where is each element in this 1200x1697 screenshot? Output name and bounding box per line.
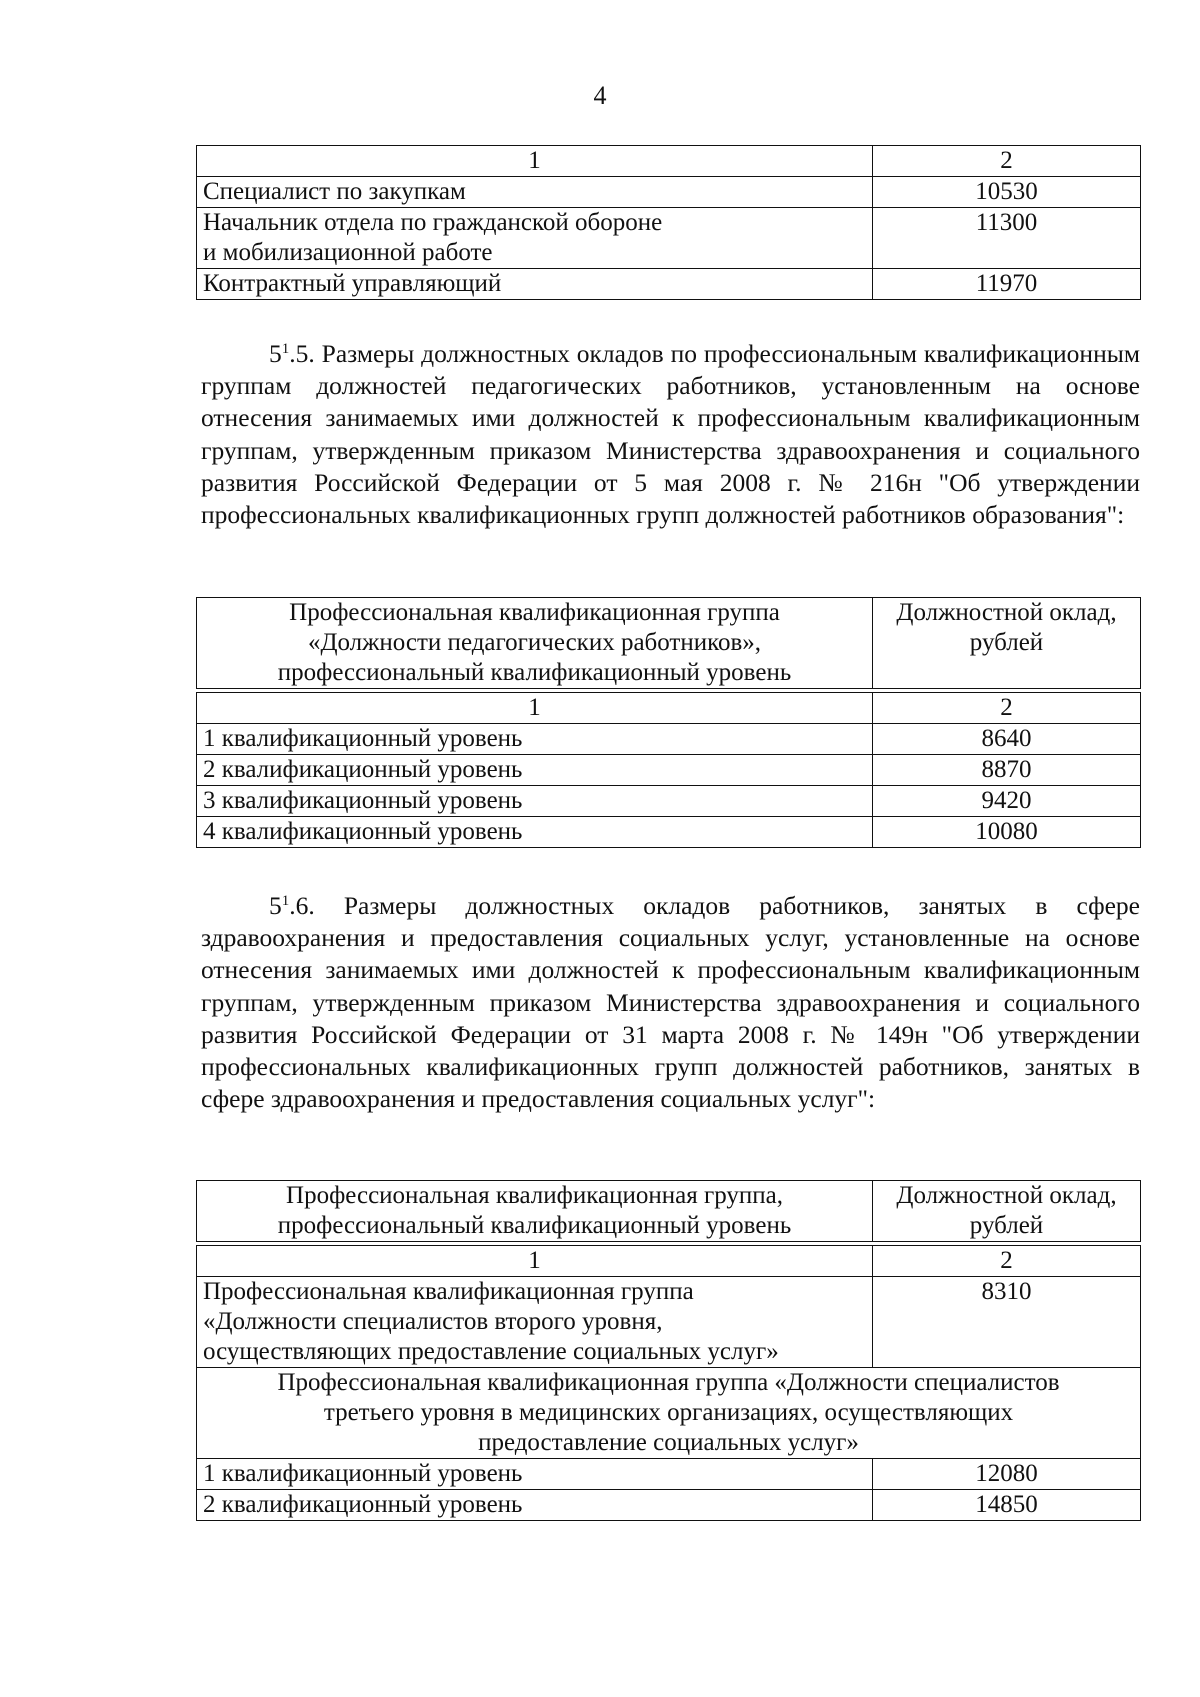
section-number-base: 5	[269, 339, 282, 368]
section-5-1-5	[201, 338, 1140, 531]
pedagogical-salary-table	[196, 597, 1141, 848]
position-line: и мобилизационной работе	[203, 239, 493, 266]
position-cell: Контрактный управляющий	[197, 269, 873, 300]
column-number-row	[197, 146, 1141, 177]
section-number-rest: .6.	[289, 891, 315, 920]
salary-cell: 8870	[873, 755, 1141, 786]
table-row	[197, 1459, 1141, 1490]
table-row	[197, 817, 1141, 848]
section-number-rest: .5.	[289, 339, 315, 368]
column-number-row	[197, 693, 1141, 724]
header-row	[197, 598, 1141, 689]
salary-cell: 8310	[873, 1277, 1141, 1368]
level-cell: 2 квалификационный уровень	[197, 755, 873, 786]
column-number: 1	[197, 1246, 873, 1277]
positions-salary-table	[196, 145, 1141, 300]
header-line: Профессиональная квалификационная группа,	[286, 1182, 783, 1209]
page-number: 4	[593, 81, 607, 110]
section-5-1-6	[201, 890, 1140, 1115]
header-group-cell	[197, 598, 873, 689]
header-line: Должностной оклад,	[896, 1182, 1117, 1209]
group-line: предоставление социальных услуг»	[478, 1429, 859, 1456]
salary-cell: 8640	[873, 724, 1141, 755]
header-salary-cell	[873, 1181, 1141, 1242]
table-row	[197, 177, 1141, 208]
salary-cell: 9420	[873, 786, 1141, 817]
section-number-sup: 1	[281, 341, 290, 357]
table-row	[197, 724, 1141, 755]
level-cell: 1 квалификационный уровень	[197, 724, 873, 755]
level-cell: 4 квалификационный уровень	[197, 817, 873, 848]
salary-cell: 11300	[873, 208, 1141, 269]
section-paragraph	[201, 890, 1140, 1115]
group-cell	[197, 1277, 873, 1368]
group-line: осуществляющих предоставление социальных услуг»	[203, 1338, 779, 1365]
column-number: 2	[873, 146, 1141, 177]
table-row	[197, 786, 1141, 817]
section-text: Размеры должностных окладов по профессиональным квалификационным группам должностей педагогических работников, установленным на основе отнесения занимаемых ими должностей к профессиональным квалификационным группам, утвержденным приказом Министерства здравоохранения и социального развития Российской Федерации от 5 мая 2008 г. № 216н "Об утверждении профессиональных квалификационных групп должностей работников образования":	[201, 339, 1140, 530]
group-heading-row	[197, 1368, 1141, 1459]
header-line: рублей	[969, 1212, 1044, 1239]
column-number: 1	[197, 693, 873, 724]
header-line: профессиональный квалификационный уровень	[277, 659, 792, 686]
section-text: Размеры должностных окладов работников, занятых в сфере здравоохранения и предоставления социальных услуг, установленные на основе отнесения занимаемых ими должностей к профессиональным квалификационным группам, утвержденным приказом Министерства здравоохранения и социального развития Российской Федерации от 31 марта 2008 г. № 149н "Об утверждении профессиональных квалификационных групп должностей работников, занятых в сфере здравоохранения и предоставления социальных услуг":	[201, 891, 1140, 1114]
section-number-base: 5	[269, 891, 282, 920]
header-line: «Должности педагогических работников»,	[307, 629, 762, 656]
position-line: Начальник отдела по гражданской обороне	[203, 209, 663, 236]
header-line: Должностной оклад,	[896, 599, 1117, 626]
header-line: Профессиональная квалификационная группа	[289, 599, 780, 626]
header-line: профессиональный квалификационный уровень	[277, 1212, 792, 1239]
column-number-row	[197, 1246, 1141, 1277]
group-line: «Должности специалистов второго уровня,	[203, 1308, 663, 1335]
header-line: рублей	[969, 629, 1044, 656]
section-paragraph	[201, 338, 1140, 531]
header-group-cell	[197, 1181, 873, 1242]
header-row	[197, 1181, 1141, 1242]
salary-cell: 12080	[873, 1459, 1141, 1490]
salary-cell: 14850	[873, 1490, 1141, 1521]
table-row	[197, 1277, 1141, 1368]
level-cell: 1 квалификационный уровень	[197, 1459, 873, 1490]
column-number: 2	[873, 1246, 1141, 1277]
salary-cell: 10530	[873, 177, 1141, 208]
salary-cell: 10080	[873, 817, 1141, 848]
table-row	[197, 208, 1141, 269]
group-line: Профессиональная квалификационная группа «Должности специалистов	[277, 1369, 1060, 1396]
position-cell	[197, 208, 873, 269]
salary-cell: 11970	[873, 269, 1141, 300]
section-number-sup: 1	[281, 893, 290, 909]
table-row	[197, 269, 1141, 300]
group-heading-cell	[197, 1368, 1141, 1459]
level-cell: 3 квалификационный уровень	[197, 786, 873, 817]
group-line: Профессиональная квалификационная группа	[203, 1278, 694, 1305]
level-cell: 2 квалификационный уровень	[197, 1490, 873, 1521]
header-salary-cell	[873, 598, 1141, 689]
healthcare-salary-table	[196, 1180, 1141, 1521]
table-row	[197, 1490, 1141, 1521]
column-number: 1	[197, 146, 873, 177]
group-line: третьего уровня в медицинских организациях, осуществляющих	[323, 1399, 1014, 1426]
position-cell: Специалист по закупкам	[197, 177, 873, 208]
column-number: 2	[873, 693, 1141, 724]
table-row	[197, 755, 1141, 786]
